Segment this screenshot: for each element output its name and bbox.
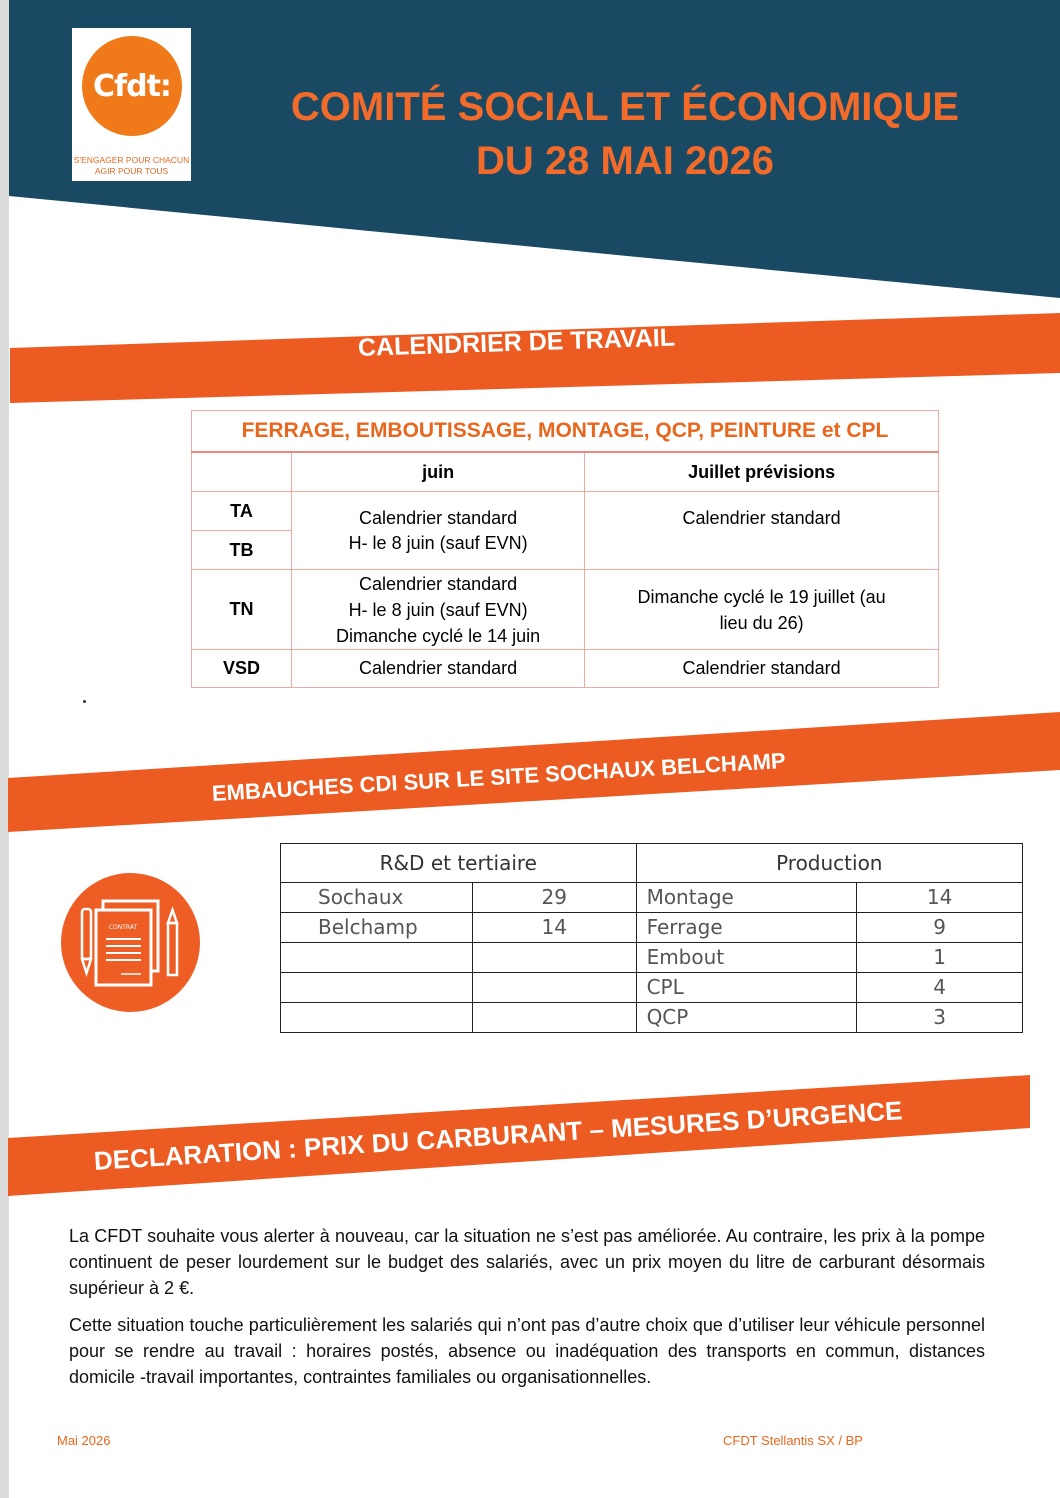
calendar-col-juillet: Juillet prévisions — [585, 452, 939, 492]
site-count — [472, 1003, 636, 1033]
contract-icon-label: CONTRAT — [108, 924, 138, 931]
logo-tagline — [72, 155, 191, 177]
tn-juin — [292, 570, 585, 650]
calendar-ribbon — [0, 305, 1060, 410]
table-row — [281, 913, 1023, 943]
dept-count: 4 — [857, 973, 1023, 1003]
table-row — [281, 973, 1023, 1003]
logo-tagline-2: AGIR POUR TOUS — [94, 166, 169, 176]
declaration-section-title: DECLARATION : PRIX DU CARBURANT – MESURES D’URGENCE — [93, 1095, 904, 1176]
table-row — [281, 943, 1023, 973]
hiring-col-production: Production — [636, 844, 1022, 883]
dept-count: 14 — [857, 883, 1023, 913]
vsd-juillet: Calendrier standard — [585, 650, 939, 688]
logo-tagline-1: S'ENGAGER POUR CHACUN — [73, 155, 190, 165]
stray-dot — [83, 700, 86, 703]
calendar-caption: FERRAGE, EMBOUTISSAGE, MONTAGE, QCP, PEINTURE et CPL — [192, 411, 939, 453]
shift-tn: TN — [192, 570, 292, 650]
site-name: Belchamp — [281, 913, 473, 943]
hiring-col-rd: R&D et tertiaire — [281, 844, 637, 883]
dept-name: Ferrage — [636, 913, 857, 943]
vsd-juin: Calendrier standard — [292, 650, 585, 688]
tn-juin-line-1: Calendrier standard — [359, 573, 518, 594]
site-name: Sochaux — [281, 883, 473, 913]
calendar-empty-header — [192, 452, 292, 492]
site-name — [281, 1003, 473, 1033]
title-line-2: DU 28 MAI 2026 — [476, 139, 774, 183]
logo-mark: Cfdt: — [82, 36, 182, 136]
site-name — [281, 943, 473, 973]
site-count — [472, 973, 636, 1003]
title-line-1: COMITÉ SOCIAL ET ÉCONOMIQUE — [290, 85, 960, 129]
site-count: 29 — [472, 883, 636, 913]
calendar-col-juin: juin — [292, 452, 585, 492]
ta-tb-juin-line-2: H- le 8 juin (sauf EVN) — [348, 532, 528, 553]
contract-icon-graphic — [61, 873, 200, 1012]
table-row — [281, 883, 1023, 913]
dept-name: Embout — [636, 943, 857, 973]
hiring-table — [280, 843, 1023, 1033]
shift-tb: TB — [192, 531, 292, 570]
site-name — [281, 973, 473, 1003]
dept-count: 9 — [857, 913, 1023, 943]
contract-icon — [61, 873, 200, 1012]
tn-juillet-line-1: Dimanche cyclé le 19 juillet (au — [637, 586, 886, 607]
footer-date: Mai 2026 — [57, 1433, 111, 1448]
dept-count: 3 — [857, 1003, 1023, 1033]
dept-count: 1 — [857, 943, 1023, 973]
tn-juillet — [585, 570, 939, 650]
ta-tb-juin-line-1: Calendrier standard — [359, 507, 518, 528]
declaration-paragraph-2: Cette situation touche particulièrement les salariés qui n’ont pas d’autre choix que d’utiliser leur véhicule personnel pour se rendre au travail : horaires postés, absence ou inadéquation des transports en commun, distances domicile -travail importantes, contraintes familiales ou organisationnelles. — [69, 1315, 985, 1387]
cfdt-logo — [72, 28, 191, 181]
ta-tb-juin — [292, 492, 585, 570]
hiring-section-title: EMBAUCHES CDI SUR LE SITE SOCHAUX BELCHAMP — [211, 747, 787, 806]
tn-juillet-line-2: lieu du 26) — [719, 612, 804, 633]
shift-ta: TA — [192, 492, 292, 531]
table-row — [281, 1003, 1023, 1033]
page-title — [230, 80, 1020, 188]
dept-name: Montage — [636, 883, 857, 913]
tn-juin-line-3: Dimanche cyclé le 14 juin — [336, 625, 541, 646]
calendar-table — [191, 410, 939, 688]
footer-org: CFDT Stellantis SX / BP — [723, 1433, 863, 1448]
tn-juin-line-2: H- le 8 juin (sauf EVN) — [348, 599, 528, 620]
site-count — [472, 943, 636, 973]
dept-name: CPL — [636, 973, 857, 1003]
ta-tb-juillet: Calendrier standard — [585, 492, 939, 570]
calendar-section-title: CALENDRIER DE TRAVAIL — [357, 323, 676, 362]
declaration-paragraph-1: La CFDT souhaite vous alerter à nouveau, car la situation ne s’est pas améliorée. Au contraire, les prix à la pompe continuent de peser lourdement sur le budget des salariés, avec un prix moyen du litre de carburant désormais supérieur à 2 €. — [69, 1226, 985, 1298]
site-count: 14 — [472, 913, 636, 943]
dept-name: QCP — [636, 1003, 857, 1033]
shift-vsd: VSD — [192, 650, 292, 688]
